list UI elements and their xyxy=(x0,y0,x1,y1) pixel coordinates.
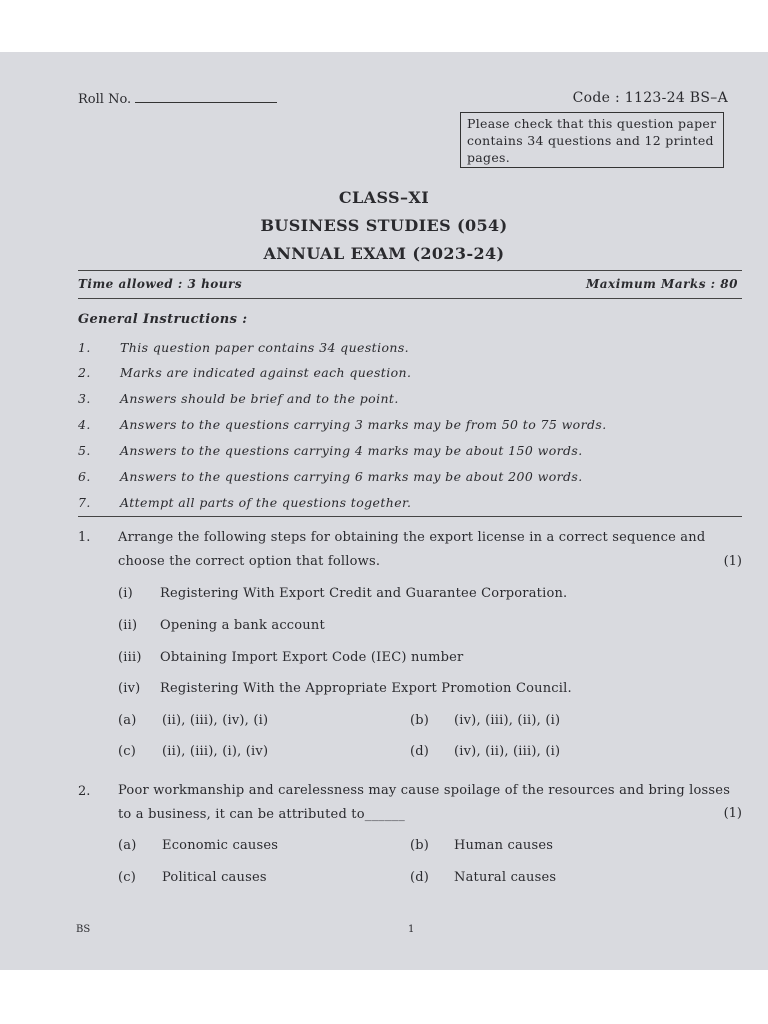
divider-top xyxy=(78,270,742,271)
option-label: (c) xyxy=(118,870,137,885)
instruction-item xyxy=(78,365,411,380)
instruction-text: Answers to the questions carrying 6 marks may be about 200 words. xyxy=(120,469,583,484)
instruction-item xyxy=(78,391,399,406)
option-text: Human causes xyxy=(454,838,554,853)
page-number: 1 xyxy=(408,924,415,935)
paper-code: Code : 1123-24 BS–A xyxy=(572,90,728,106)
question-2-option-d xyxy=(410,870,556,885)
maximum-marks: Maximum Marks : 80 xyxy=(585,277,738,291)
instruction-number: 1. xyxy=(78,340,91,355)
instruction-text: This question paper contains 34 questions. xyxy=(120,340,410,355)
option-label: (a) xyxy=(118,838,137,853)
option-label: (a) xyxy=(118,713,137,728)
instruction-number: 6. xyxy=(78,469,91,484)
question-1-step xyxy=(118,681,572,696)
instruction-number: 7. xyxy=(78,495,91,510)
instruction-text: Answers to the questions carrying 4 marks may be about 150 words. xyxy=(120,443,583,458)
option-label: (d) xyxy=(410,744,430,759)
footer-subject-code: BS xyxy=(76,924,91,935)
subject-title: BUSINESS STUDIES (054) xyxy=(260,216,508,235)
option-label: (d) xyxy=(410,870,430,885)
option-text: Economic causes xyxy=(162,838,279,853)
question-1-option-d xyxy=(410,744,560,759)
question-2-marks: (1) xyxy=(723,806,742,821)
question-1-option-b xyxy=(410,713,560,728)
question-1-number: 1. xyxy=(78,530,91,545)
instruction-number: 5. xyxy=(78,443,91,458)
instruction-item xyxy=(78,495,411,510)
question-1-option-c xyxy=(118,744,268,759)
instruction-item xyxy=(78,443,583,458)
option-text: (iv), (ii), (iii), (i) xyxy=(454,744,561,759)
roll-number-blank xyxy=(135,92,277,103)
question-1-marks: (1) xyxy=(723,554,742,569)
page-count-notice: Please check that this question paper contains 34 questions and 12 printed pages. xyxy=(460,112,724,168)
question-1-option-a xyxy=(118,713,268,728)
time-allowed: Time allowed : 3 hours xyxy=(78,277,243,291)
step-label: (iii) xyxy=(118,650,142,665)
option-label: (c) xyxy=(118,744,137,759)
divider-instructions xyxy=(78,516,742,517)
question-1-step xyxy=(118,650,463,665)
option-text: (ii), (iii), (iv), (i) xyxy=(162,713,269,728)
question-2-option-b xyxy=(410,838,553,853)
option-text: Natural causes xyxy=(454,870,557,885)
step-text: Registering With Export Credit and Guarantee Corporation. xyxy=(160,586,568,601)
exam-title: ANNUAL EXAM (2023-24) xyxy=(263,244,505,263)
step-text: Opening a bank account xyxy=(160,618,325,633)
question-1-step xyxy=(118,586,567,601)
instruction-text: Answers to the questions carrying 3 marks may be from 50 to 75 words. xyxy=(120,417,607,432)
question-2-number: 2. xyxy=(78,784,91,799)
option-text: (ii), (iii), (i), (iv) xyxy=(162,744,269,759)
instruction-item xyxy=(78,469,583,484)
step-text: Registering With the Appropriate Export Promotion Council. xyxy=(160,681,572,696)
question-1-step xyxy=(118,618,325,633)
step-label: (iv) xyxy=(118,681,141,696)
instruction-number: 2. xyxy=(78,365,91,380)
step-text: Obtaining Import Export Code (IEC) number xyxy=(160,650,464,665)
option-text: Political causes xyxy=(162,870,267,885)
instruction-item xyxy=(78,417,607,432)
question-2-text: Poor workmanship and carelessness may cause spoilage of the resources and bring losses to a business, it can be attributed to______ xyxy=(118,783,731,822)
instruction-text: Attempt all parts of the questions together. xyxy=(120,495,412,510)
roll-number-field xyxy=(78,92,277,107)
roll-number-label: Roll No. xyxy=(78,92,132,107)
step-label: (i) xyxy=(118,586,133,601)
instruction-text: Marks are indicated against each question. xyxy=(120,365,412,380)
divider-meta xyxy=(78,298,742,299)
question-paper-page xyxy=(0,52,768,970)
instructions-heading: General Instructions : xyxy=(78,312,248,327)
instruction-number: 3. xyxy=(78,391,91,406)
option-text: (iv), (iii), (ii), (i) xyxy=(454,713,561,728)
option-label: (b) xyxy=(410,713,430,728)
question-2-option-a xyxy=(118,838,278,853)
instruction-number: 4. xyxy=(78,417,91,432)
instruction-text: Answers should be brief and to the point. xyxy=(120,391,399,406)
question-1-text: Arrange the following steps for obtaining the export license in a correct sequence and choose the correct option that follows. xyxy=(118,530,706,569)
class-title: CLASS–XI xyxy=(338,188,430,207)
option-label: (b) xyxy=(410,838,430,853)
instruction-item xyxy=(78,340,409,355)
question-2-option-c xyxy=(118,870,267,885)
step-label: (ii) xyxy=(118,618,138,633)
